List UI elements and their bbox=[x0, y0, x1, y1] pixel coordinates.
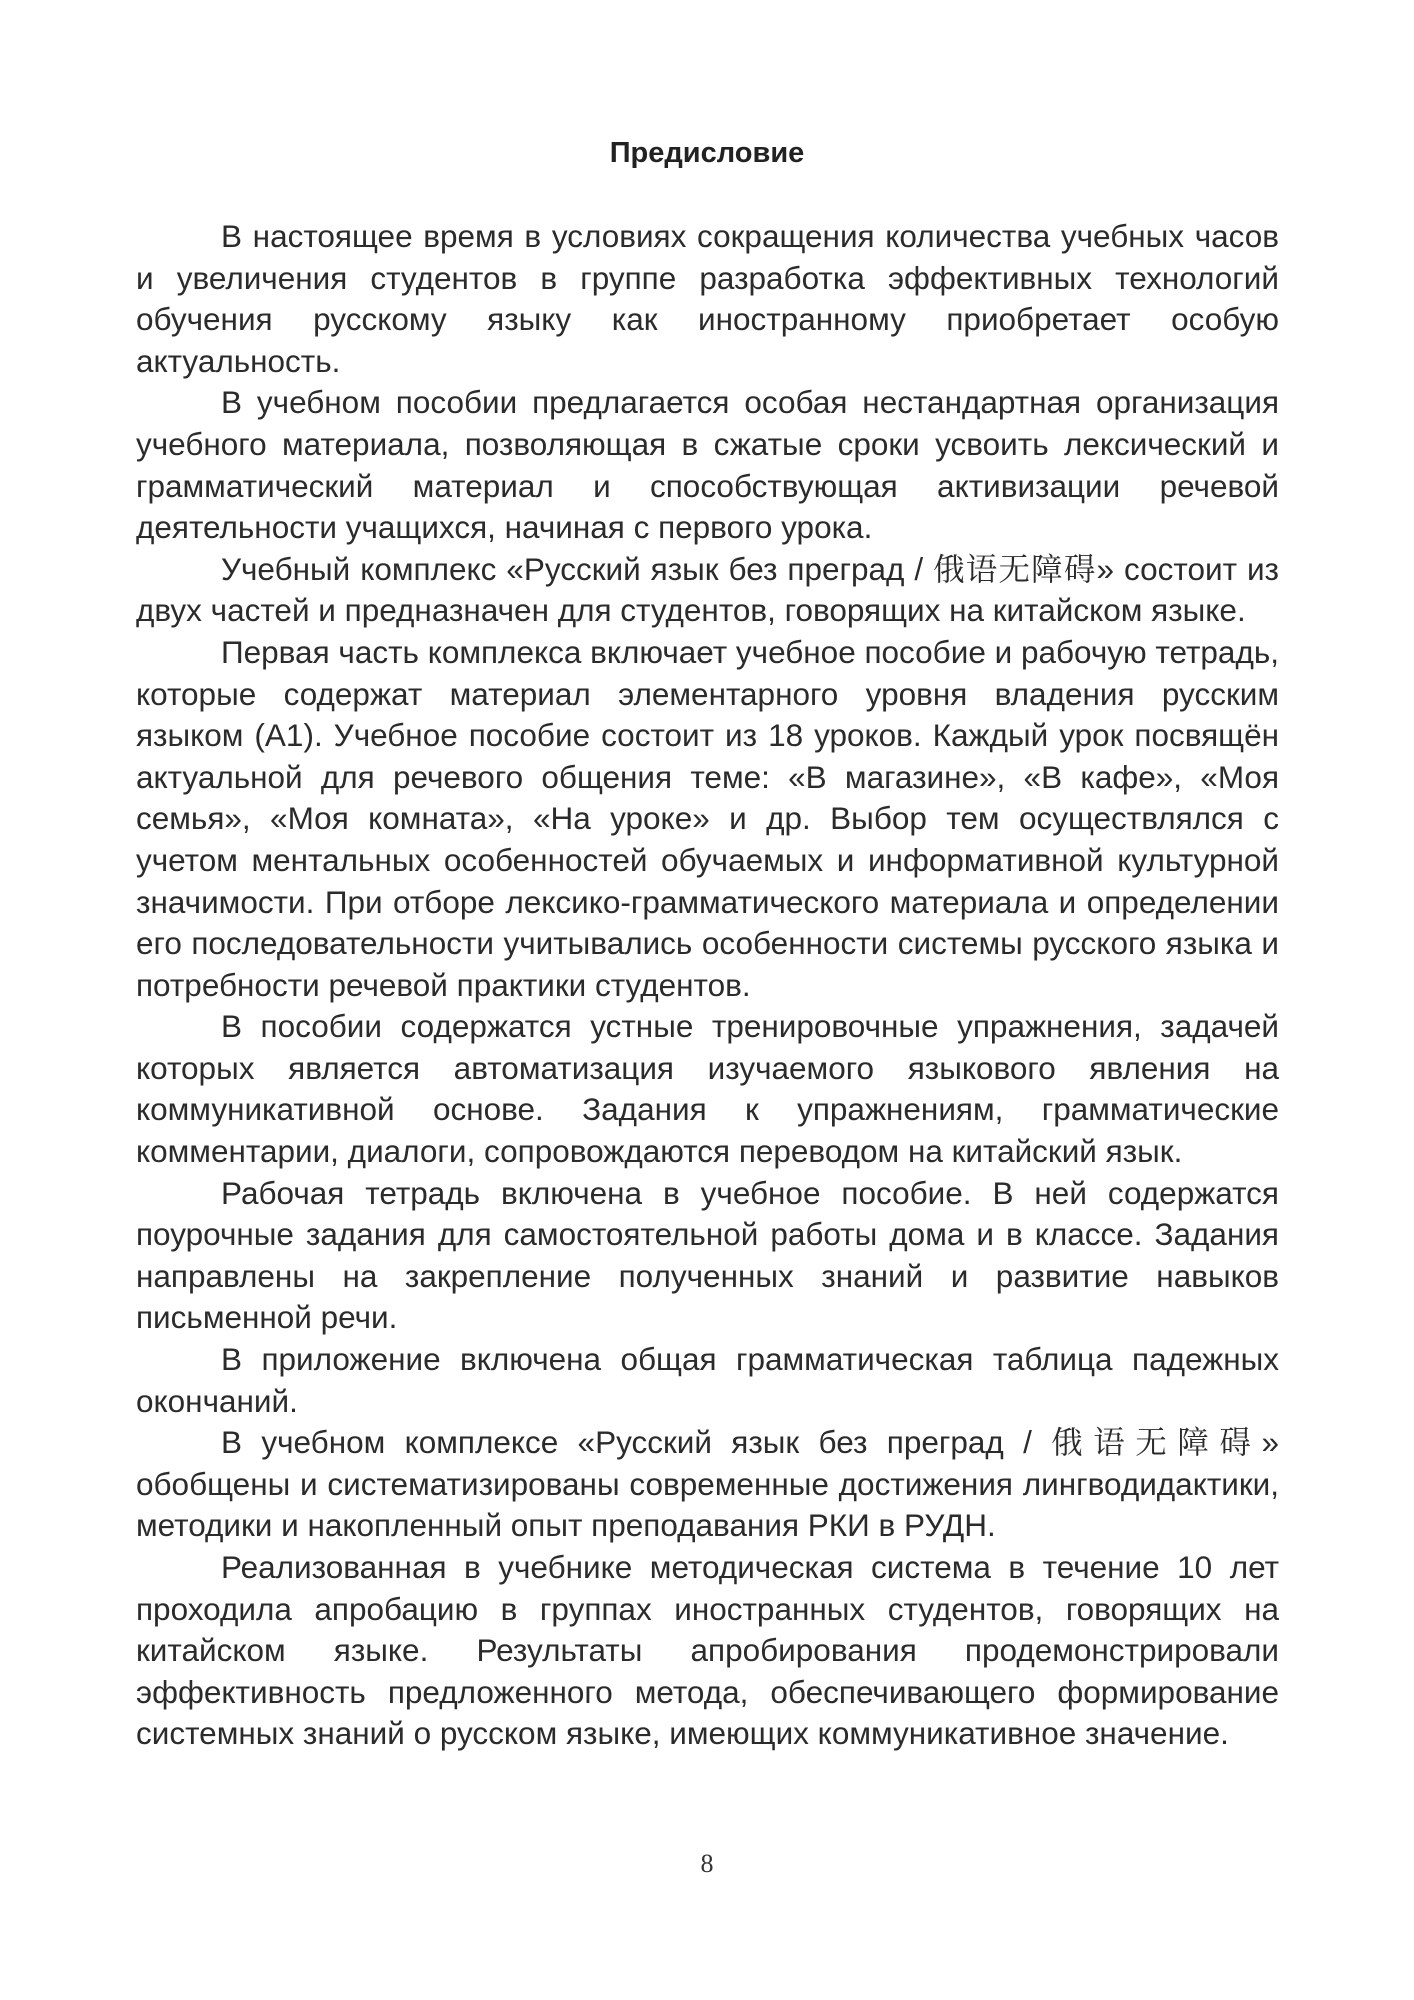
page-title: Предисловие bbox=[609, 137, 805, 169]
paragraph-4: Первая часть комплекса включает учебное пособие и рабочую тетрадь, которые содержат материал элементарного уровня владения русским языком (А1). Учебное пособие состоит из 18 уроков. Каждый урок посвящён актуальной для речевого общения теме: «В магазине», «В кафе», «Моя семья», «Моя комната», «На уроке» и др. Выбор тем осуществлялся с учетом ментальных особенностей обучаемых и информативной культурной значимости. При отборе лексико-грамматического материала и определении его последовательности учитывались особенности системы русского языка и потребности речевой практики студентов. bbox=[136, 633, 1279, 1003]
paragraph-7: В приложение включена общая грамматическая таблица падежных окончаний. bbox=[136, 1341, 1279, 1419]
paragraph-1: В настоящее время в условиях сокращения количества учебных часов и увеличения студентов в группе разработка эффективных технологий обучения русскому языку как иностранному приобретает особую актуальность. bbox=[136, 218, 1279, 379]
page-number: 8 bbox=[700, 1849, 714, 1878]
body-text bbox=[136, 216, 1279, 1755]
paragraph-3: Учебный комплекс «Русский язык без преград / 俄语无障碍» состоит из двух частей и предназначен для студентов, говорящих на китайском языке. bbox=[136, 550, 1279, 629]
paragraph-9: Реализованная в учебнике методическая система в течение 10 лет проходила апробацию в группах иностранных студентов, говорящих на китайском языке. Результаты апробирования продемонстрировали эффективность предложенного метода, обеспечивающего формирование системных знаний о русском языке, имеющих коммуникативное значение. bbox=[136, 1549, 1279, 1752]
paragraph-5: В пособии содержатся устные тренировочные упражнения, задачей которых является автоматизация изучаемого языкового явления на коммуникативной основе. Задания к упражнениям, грамматические комментарии, диалоги, сопровождаются переводом на китайский язык. bbox=[136, 1008, 1279, 1170]
paragraph-2: В учебном пособии предлагается особая нестандартная организация учебного материала, позволяющая в сжатые сроки усвоить лексический и грамматический материал и способствующая активизации речевой деятельности учащихся, начиная с первого урока. bbox=[136, 384, 1279, 546]
paragraph-6: Рабочая тетрадь включена в учебное пособие. В ней содержатся поурочные задания для самостоятельной работы дома и в классе. Задания направлены на закрепление полученных знаний и развитие навыков письменной речи. bbox=[136, 1174, 1279, 1336]
paragraph-8: В учебном комплексе «Русский язык без преград / 俄语无障碍» обобщены и систематизированы современные достижения лингводидактики, методики и накопленный опыт преподавания РКИ в РУДН. bbox=[136, 1424, 1279, 1544]
